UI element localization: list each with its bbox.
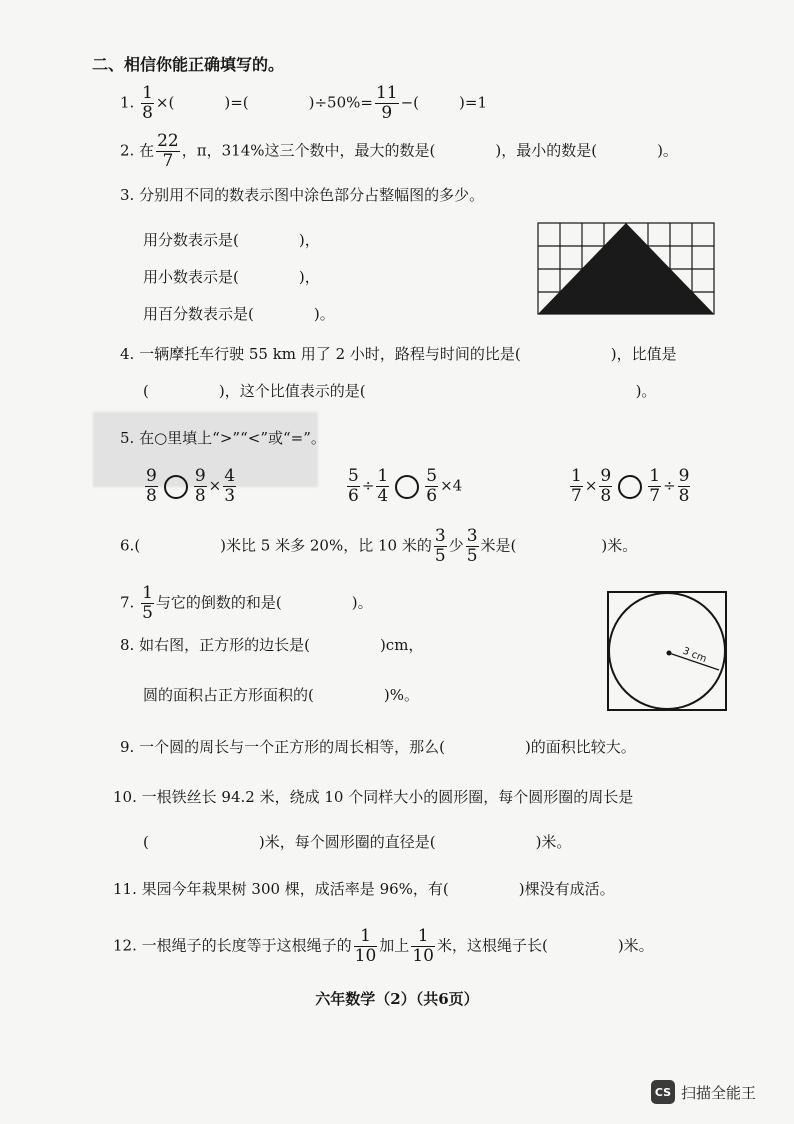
question-8: 8. 如右图，正方形的边长是( )cm， xyxy=(120,636,424,654)
question-9: 9. 一个圆的周长与一个正方形的周长相等，那么( )的面积比较大。 xyxy=(120,738,636,756)
q3-decimal-answer: 用小数表示是( )， xyxy=(143,268,320,286)
question-6: 6.( )米比 5 米多 20%，比 10 米的 $\frac{3}{5}$ 少 $\frac{3}{5}$ 米是( )米。 xyxy=(120,526,638,566)
compare-circle[interactable] xyxy=(618,475,642,499)
q4-line-2: ( )，这个比值表示的是( )。 xyxy=(143,382,657,400)
q5-expression-2: $\frac{5}{6}$ ÷ $\frac{1}{4}$ $\frac{5}{6}$ ×4 xyxy=(348,466,463,506)
section-title: 二、相信你能正确填写的。 xyxy=(92,55,285,74)
question-5: 5. 在○里填上“>”“<”或“=”。 xyxy=(120,429,326,447)
compare-circle[interactable] xyxy=(395,475,419,499)
camscanner-logo-icon: CS xyxy=(651,1080,675,1104)
scanner-watermark xyxy=(651,1080,756,1104)
compare-circle[interactable] xyxy=(164,475,188,499)
question-1: 1. $\frac{1}{8}$ ×( )=( )÷50%= $\frac{11}{9}$ −( )=1 xyxy=(120,83,487,123)
radius-label: 3 cm xyxy=(680,645,708,666)
q5-expression-1: $\frac{9}{8}$ $\frac{9}{8}$ × $\frac{4}{3}$ xyxy=(146,466,236,506)
q3-percent-answer: 用百分数表示是( )。 xyxy=(143,305,335,323)
bleed-through-text xyxy=(550,60,554,75)
q5-expression-3: $\frac{1}{7}$ × $\frac{9}{8}$ $\frac{1}{7}$ ÷ $\frac{9}{8}$ xyxy=(571,466,690,506)
shaded-triangle-grid-figure xyxy=(537,222,717,318)
q8-line-2: 圆的面积占正方形面积的( )%。 xyxy=(143,686,419,704)
question-7: 7. $\frac{1}{5}$ 与它的倒数的和是( )。 xyxy=(120,583,373,623)
question-11: 11. 果园今年栽果树 300 棵，成活率是 96%，有( )棵没有成活。 xyxy=(113,880,615,898)
question-2: 2. 在 $\frac{22}{7}$ ，π，314%这三个数中，最大的数是( )，最小的数是( )。 xyxy=(120,131,678,171)
page-footer: 六年数学（2）（共6页） xyxy=(315,990,479,1008)
question-4: 4. 一辆摩托车行驶 55 km 用了 2 小时，路程与时间的比是( )，比值是 xyxy=(120,345,677,363)
circle-in-square-figure xyxy=(606,590,730,716)
question-3: 3. 分别用不同的数表示图中涂色部分占整幅图的多少。 xyxy=(120,186,485,204)
q3-fraction-answer: 用分数表示是( )， xyxy=(143,231,320,249)
question-10: 10. 一根铁丝长 94.2 米，绕成 10 个同样大小的圆形圈，每个圆形圈的周长是 xyxy=(113,788,634,806)
q10-line-2: ( )米，每个圆形圈的直径是( )米。 xyxy=(143,833,572,851)
question-12: 12. 一根绳子的长度等于这根绳子的 $\frac{1}{10}$ 加上 $\frac{1}{10}$ 米，这根绳子长( )米。 xyxy=(113,926,654,966)
watermark-text: 扫描全能王 xyxy=(681,1083,757,1102)
